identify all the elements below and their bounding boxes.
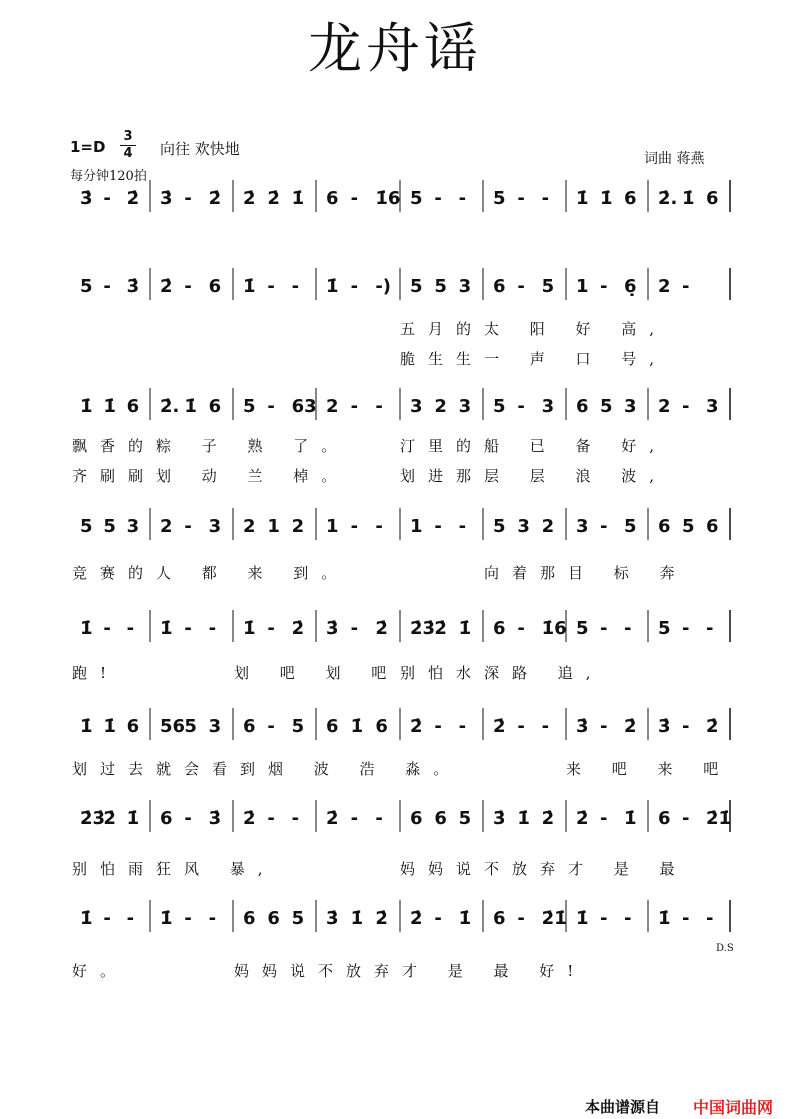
- jianpu-note: 2: [291, 516, 305, 537]
- jianpu-note: 6: [624, 188, 637, 209]
- dash-note: -: [682, 716, 690, 737]
- jianpu-note: 2̇3̇: [80, 808, 106, 829]
- lyric-line: 妈妈说不放弃才 是 最 好!: [234, 962, 587, 980]
- jianpu-note: 6: [160, 808, 173, 829]
- lyric-line: 竞赛的人 都 来 到。: [72, 564, 350, 582]
- jianpu-note: 2̇: [410, 908, 423, 929]
- dash-note: -: [682, 808, 690, 829]
- jianpu-note: 6: [493, 618, 506, 639]
- dash-note: -: [208, 908, 217, 929]
- dash-note: -: [350, 618, 359, 639]
- jianpu-note: 2: [326, 396, 339, 417]
- jianpu-note: 1̇: [350, 908, 364, 929]
- jianpu-note: 5: [291, 716, 305, 737]
- jianpu-note: 2̇3̇: [410, 618, 436, 639]
- jianpu-note: 2̇: [126, 188, 140, 209]
- jianpu-note: 6: [208, 276, 222, 297]
- dash-note: -: [126, 618, 135, 639]
- jianpu-note: 1̇: [80, 908, 93, 929]
- jianpu-note: 2̇: [493, 716, 506, 737]
- dash-note: -: [350, 516, 359, 537]
- lyric-line: 脆生生一 声 口 号,: [400, 350, 668, 368]
- jianpu-note: 63: [291, 396, 317, 417]
- footer-site-link[interactable]: 中国词曲网: [693, 1098, 774, 1117]
- dash-note: -: [184, 276, 192, 297]
- jianpu-note: 6: [658, 516, 671, 537]
- dash-note: -: [103, 276, 111, 297]
- dash-note: -: [517, 188, 525, 209]
- dash-note: -: [458, 188, 467, 209]
- jianpu-note: 1̇: [458, 908, 472, 929]
- jianpu-note: 1̇: [458, 618, 472, 639]
- jianpu-note: 1̇: [326, 276, 339, 297]
- dash-note: -: [184, 808, 192, 829]
- jianpu-note: 6: [576, 396, 589, 417]
- jianpu-note: 1̇: [80, 396, 93, 417]
- lyric-line: 齐刷刷划 动 兰 棹。: [72, 467, 350, 485]
- jianpu-note: 6: [493, 908, 506, 929]
- jianpu-note: 5: [600, 396, 613, 417]
- dash-note: -: [350, 396, 359, 417]
- jianpu-note: 6: [658, 808, 671, 829]
- jianpu-note: 3̇: [326, 618, 339, 639]
- dash-note: -: [682, 396, 690, 417]
- dash-note: -: [267, 716, 275, 737]
- dash-note: -: [682, 276, 690, 297]
- jianpu-note: 56: [160, 716, 186, 737]
- jianpu-note: 5: [493, 188, 506, 209]
- jianpu-note: 2̇.: [658, 188, 678, 209]
- jianpu-note: 1̇: [80, 618, 93, 639]
- dash-note: -: [126, 908, 135, 929]
- jianpu-note: 6: [410, 808, 423, 829]
- jianpu-note: 3̇: [658, 716, 671, 737]
- jianpu-note: 1: [326, 516, 339, 537]
- dash-note: -: [184, 908, 192, 929]
- jianpu-note: 1̇: [600, 188, 613, 209]
- tempo-bpm: 每分钟120拍: [70, 169, 147, 184]
- tempo-marking: 向往 欢快地: [160, 140, 240, 158]
- dash-note: -: [600, 908, 608, 929]
- dash-note: -: [706, 618, 714, 639]
- jianpu-note: 3: [458, 396, 472, 417]
- lyric-line: 飘香的粽 子 熟 了。: [72, 437, 350, 455]
- jianpu-note: 6: [326, 188, 339, 209]
- jianpu-note: 6: [434, 808, 447, 829]
- jianpu-note: 6: [208, 396, 222, 417]
- jianpu-note: 5: [184, 716, 197, 737]
- dash-note: -: [682, 618, 690, 639]
- jianpu-note: 2̇1̇: [706, 808, 732, 829]
- lyric-line: 五月的太 阳 好 高,: [400, 320, 668, 338]
- dash-note: -: [517, 618, 525, 639]
- dash-note: -: [375, 396, 383, 417]
- jianpu-note: 5: [291, 908, 305, 929]
- jianpu-note: 1̇: [576, 188, 589, 209]
- lyric-line: 向着那目 标 奔: [484, 564, 688, 582]
- jianpu-note: 2̇.: [160, 396, 180, 417]
- dash-note: -: [375, 516, 383, 537]
- jianpu-note: 5: [80, 276, 93, 297]
- dash-note: -: [184, 516, 192, 537]
- jianpu-note: 1̇6: [541, 618, 567, 639]
- jianpu-note: 2̇: [291, 618, 305, 639]
- jianpu-note: 1̇: [682, 188, 695, 209]
- jianpu-note: 3: [458, 276, 472, 297]
- dash-note: -: [434, 516, 442, 537]
- dash-note: -: [184, 188, 192, 209]
- jianpu-note: 1̇: [243, 276, 256, 297]
- jianpu-note: 6: [493, 276, 506, 297]
- jianpu-note: 1: [410, 516, 423, 537]
- jianpu-note: 5: [80, 516, 93, 537]
- dash-note: -: [103, 908, 111, 929]
- dash-note: -: [458, 516, 467, 537]
- jianpu-note: 1̇: [126, 808, 140, 829]
- dash-note: -): [375, 276, 392, 297]
- jianpu-note: 1̇: [243, 618, 256, 639]
- dash-note: -: [517, 396, 525, 417]
- dash-note: -: [682, 908, 690, 929]
- jianpu-note: 2̇: [624, 716, 637, 737]
- jianpu-note: 1̇: [160, 908, 173, 929]
- dash-note: -: [103, 188, 111, 209]
- lyric-line: 划进那层 层 浪 波,: [400, 467, 668, 485]
- jianpu-note: 3̇: [80, 188, 93, 209]
- dash-note: -: [517, 716, 525, 737]
- jianpu-note: 6: [126, 716, 140, 737]
- jianpu-note: 2̇: [326, 808, 339, 829]
- dash-note: -: [350, 276, 359, 297]
- jianpu-note: 2: [243, 516, 256, 537]
- dash-note: -: [375, 808, 383, 829]
- jianpu-note: 1: [267, 516, 280, 537]
- jianpu-note: 3: [208, 516, 222, 537]
- dash-note: -: [624, 618, 632, 639]
- jianpu-note: 2: [658, 276, 671, 297]
- jianpu-note: 2̇: [243, 188, 256, 209]
- jianpu-note: 2: [160, 516, 173, 537]
- jianpu-note: 3̇: [208, 808, 222, 829]
- jianpu-note: 1̇: [103, 716, 116, 737]
- lyric-line: 好。: [72, 962, 129, 980]
- jianpu-note: 1̇6: [375, 188, 401, 209]
- lyric-line: 跑!: [72, 664, 120, 682]
- dash-note: -: [267, 276, 275, 297]
- jianpu-note: 6: [126, 396, 140, 417]
- dash-note: -: [541, 716, 550, 737]
- jianpu-note: 6: [706, 188, 719, 209]
- jianpu-note: 5: [434, 276, 447, 297]
- jianpu-note: 3̇: [493, 808, 506, 829]
- jianpu-note: 1̇: [80, 716, 93, 737]
- jianpu-note: 2̇: [160, 276, 173, 297]
- jianpu-note: 1̇: [624, 808, 637, 829]
- jianpu-note: 3: [410, 396, 423, 417]
- jianpu-note: 1̇: [184, 396, 197, 417]
- jianpu-note: 2̇1̇: [541, 908, 567, 929]
- jianpu-note: 2: [434, 396, 447, 417]
- dash-note: -: [434, 908, 442, 929]
- dash-note: -: [184, 618, 192, 639]
- jianpu-note: 2̇: [375, 618, 388, 639]
- dash-note: -: [600, 808, 608, 829]
- jianpu-note: 5: [682, 516, 695, 537]
- dash-note: -: [208, 618, 217, 639]
- key-signature: 1=D: [70, 138, 106, 156]
- lyric-line: 划 吧 划 吧: [234, 664, 400, 682]
- meter-bottom: 4: [123, 146, 133, 161]
- jianpu-note: 5: [243, 396, 256, 417]
- jianpu-note: 3: [576, 516, 589, 537]
- dash-note: -: [517, 908, 525, 929]
- jianpu-note: 6: [375, 716, 388, 737]
- dash-note: -: [267, 396, 275, 417]
- jianpu-note: 5: [658, 618, 671, 639]
- jianpu-note: 6: [326, 716, 339, 737]
- dash-note: -: [291, 808, 300, 829]
- dash-note: -: [434, 716, 442, 737]
- jianpu-note: 3: [208, 716, 222, 737]
- song-title: 龙舟谣: [308, 17, 482, 80]
- jianpu-note: 6: [243, 908, 256, 929]
- jianpu-note: 1̇: [658, 908, 671, 929]
- dash-note: -: [350, 808, 359, 829]
- jianpu-note: 6̣: [624, 276, 637, 297]
- jianpu-note: 3̇: [326, 908, 339, 929]
- jianpu-note: 3̇: [576, 716, 589, 737]
- lyric-line: 汀里的船 已 备 好,: [400, 437, 668, 455]
- jianpu-note: 1̇: [103, 396, 116, 417]
- jianpu-note: 1: [576, 276, 589, 297]
- jianpu-note: 5: [410, 188, 423, 209]
- jianpu-note: 1̇: [517, 808, 530, 829]
- meter-top: 3: [123, 129, 133, 144]
- jianpu-note: 3̇: [160, 188, 173, 209]
- jianpu-note: 3: [517, 516, 530, 537]
- jianpu-note: 1̇: [350, 716, 364, 737]
- dash-note: -: [600, 716, 608, 737]
- jianpu-note: 2̇: [243, 808, 256, 829]
- jianpu-note: 6: [267, 908, 280, 929]
- lyric-line: 来 吧 来 吧: [566, 760, 732, 778]
- jianpu-note: 3̇: [126, 276, 140, 297]
- dash-note: -: [706, 908, 714, 929]
- jianpu-note: 6: [243, 716, 256, 737]
- lyric-line: 别怕雨狂风 暴,: [72, 860, 276, 878]
- dash-note: -: [600, 618, 608, 639]
- jianpu-note: 5: [410, 276, 423, 297]
- jianpu-note: 5: [541, 276, 555, 297]
- lyric-line: 别怕水深路 追,: [400, 664, 604, 682]
- jianpu-note: 3: [541, 396, 555, 417]
- lyric-line: 妈妈说不放弃才 是 最: [400, 860, 688, 878]
- jianpu-note: 2̇: [410, 716, 423, 737]
- jianpu-note: 5: [103, 516, 116, 537]
- jianpu-note: 6: [706, 516, 719, 537]
- dash-note: -: [600, 276, 608, 297]
- jianpu-note: 2: [658, 396, 671, 417]
- lyric-line: 划过去就会看到烟 波 浩 淼。: [72, 760, 462, 778]
- footer-source-label: 本曲谱源自: [585, 1098, 661, 1116]
- jianpu-note: 1̇: [576, 908, 589, 929]
- dash-note: -: [291, 276, 300, 297]
- jianpu-note: 2̇: [208, 188, 222, 209]
- dash-note: -: [434, 188, 442, 209]
- dash-note: -: [600, 516, 608, 537]
- dash-note: -: [541, 188, 550, 209]
- dash-note: -: [103, 618, 111, 639]
- jianpu-note: 2: [541, 516, 555, 537]
- dal-segno-mark: D.S: [716, 943, 734, 954]
- jianpu-note: 5: [576, 618, 589, 639]
- jianpu-note: 3: [126, 516, 140, 537]
- jianpu-note: 1̇: [291, 188, 305, 209]
- jianpu-note: 2̇: [434, 618, 447, 639]
- jianpu-note: 2̇: [375, 908, 388, 929]
- dash-note: -: [624, 908, 632, 929]
- jianpu-note: 5: [493, 516, 506, 537]
- dash-note: -: [350, 188, 359, 209]
- composer-credit: 词曲 蒋燕: [644, 151, 705, 167]
- dash-note: -: [517, 276, 525, 297]
- jianpu-note: 1̇: [160, 618, 173, 639]
- jianpu-note: 2̇: [267, 188, 280, 209]
- jianpu-note: 2̇: [103, 808, 116, 829]
- jianpu-note: 3: [706, 396, 719, 417]
- jianpu-note: 2̇: [541, 808, 555, 829]
- jianpu-note: 5: [624, 516, 637, 537]
- dash-note: -: [458, 716, 467, 737]
- jianpu-note: 2̇: [706, 716, 719, 737]
- jianpu-note: 5: [493, 396, 506, 417]
- jianpu-note: 2̇: [576, 808, 589, 829]
- jianpu-note: 5: [458, 808, 472, 829]
- dash-note: -: [267, 808, 275, 829]
- dash-note: -: [267, 618, 275, 639]
- jianpu-note: 3: [624, 396, 637, 417]
